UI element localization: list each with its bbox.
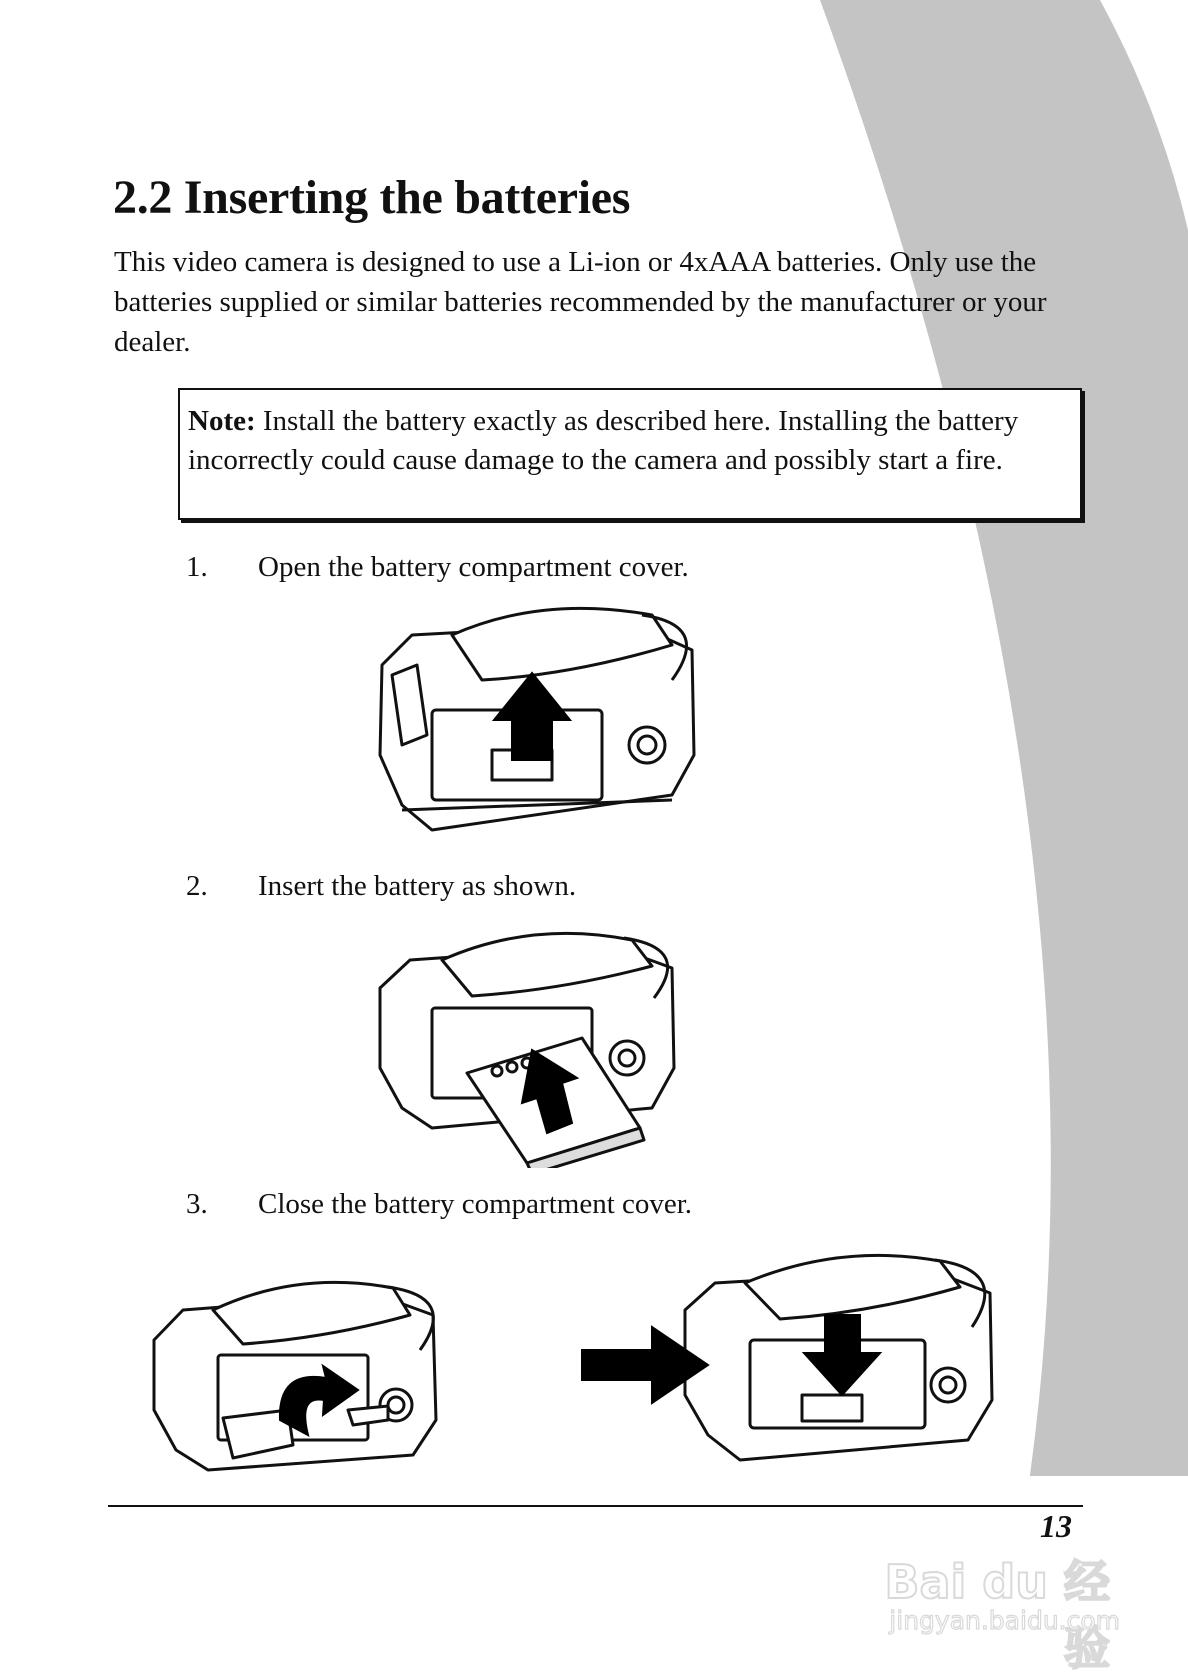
step-text: Close the battery compartment cover. xyxy=(258,1188,693,1220)
step-text: Insert the battery as shown. xyxy=(258,870,577,902)
page-title: 2.2 Inserting the batteries xyxy=(113,171,631,224)
note-box xyxy=(178,388,1082,520)
camera-close-cover-left-illustration xyxy=(148,1270,473,1480)
footer-rule xyxy=(108,1505,1083,1507)
step-number: 3. xyxy=(186,1188,208,1220)
page-number: 13 xyxy=(1040,1508,1072,1544)
camera-close-cover-right-illustration xyxy=(580,1245,1035,1485)
step-text: Open the battery compartment cover. xyxy=(258,551,689,583)
baidu-watermark xyxy=(840,1508,1140,1675)
step-number: 1. xyxy=(186,551,208,583)
note-text: Install the battery exactly as described here. Installing the battery incorrectly could cause damage to the camera and possibly start a fire. xyxy=(188,405,1019,476)
camera-open-cover-illustration xyxy=(372,605,742,850)
watermark-site: jingyan.baidu.com xyxy=(889,1606,1120,1635)
camera-insert-battery-illustration xyxy=(372,928,702,1168)
step-number: 2. xyxy=(186,870,208,902)
intro-paragraph: This video camera is designed to use a Li-ion or 4xAAA batteries. Only use the batteries supplied or similar batteries recommended by the manufacturer or your dealer. xyxy=(114,246,1047,358)
watermark-brand: Bai du 经验 xyxy=(884,1555,1110,1675)
note-label: Note: xyxy=(188,405,256,437)
